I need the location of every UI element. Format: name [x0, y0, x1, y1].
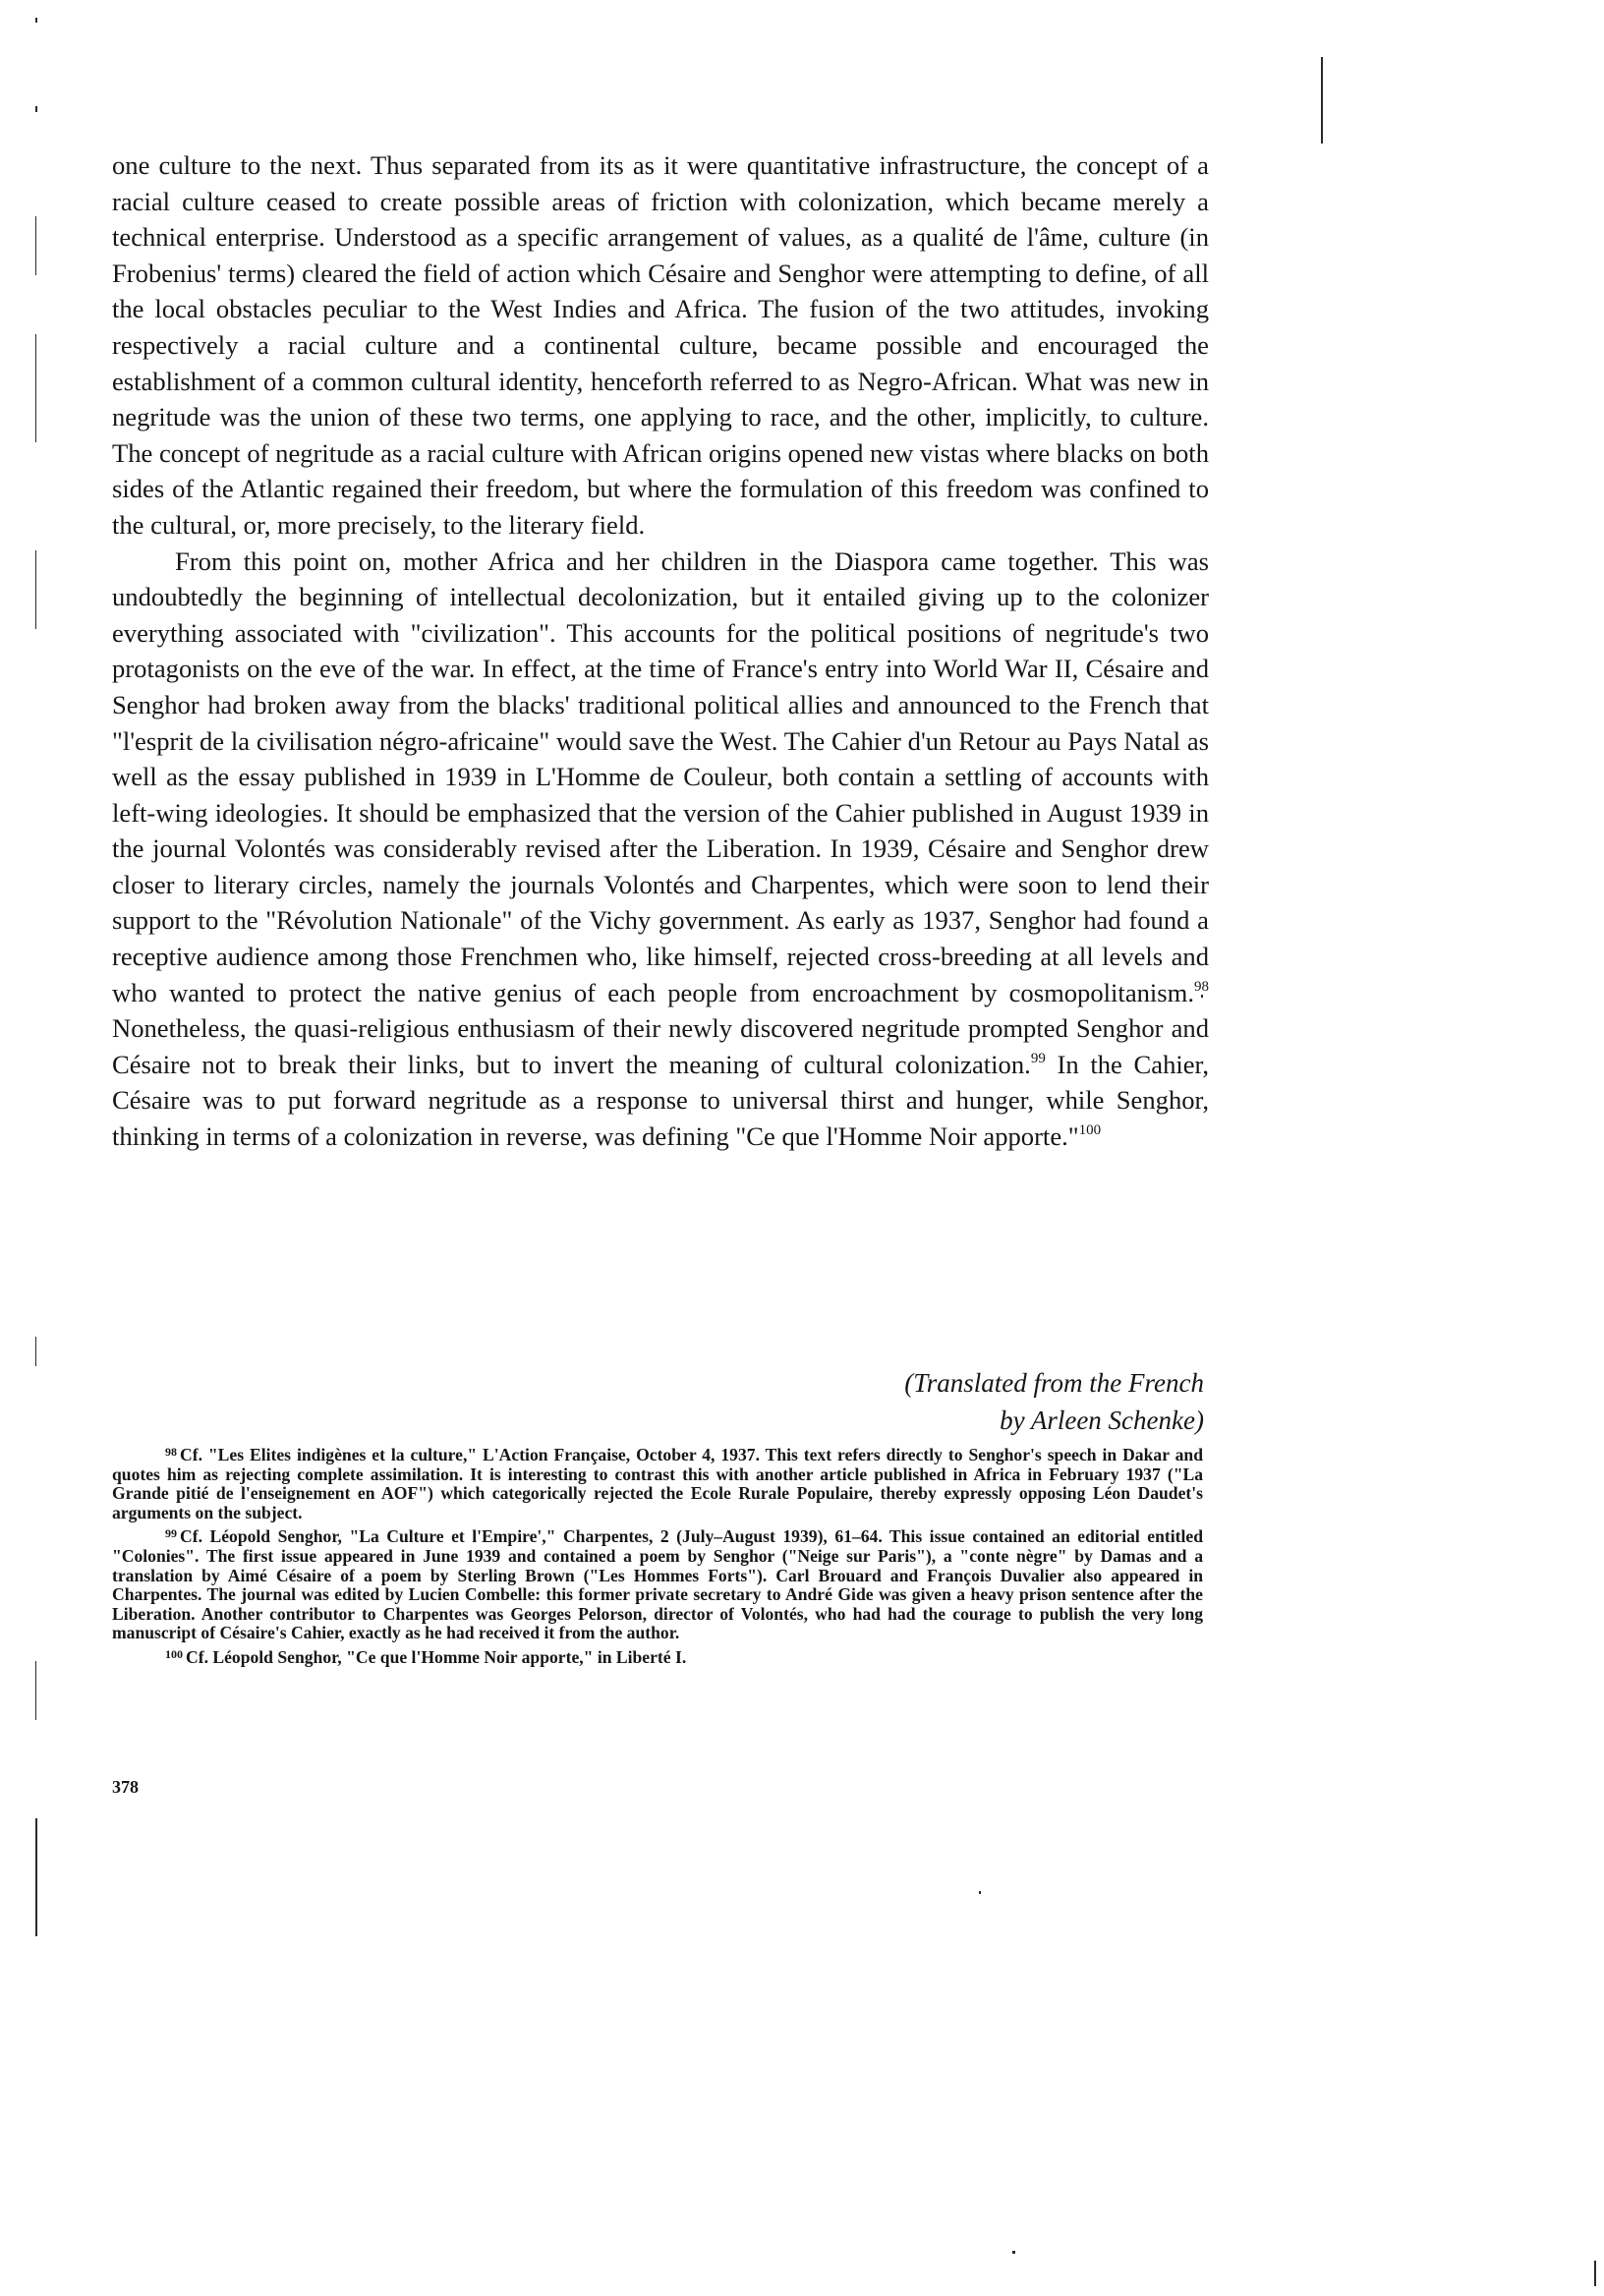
- scan-line-top-right: [1321, 57, 1323, 144]
- scan-line-left-1: [35, 216, 36, 275]
- scan-line-left-2: [35, 334, 36, 442]
- scan-dot-bottom-2: [1012, 2251, 1015, 2254]
- translation-credit-line-1: (Translated from the French: [904, 1368, 1204, 1398]
- translation-credit: [904, 1364, 1204, 1439]
- footnote-text: Cf. Léopold Senghor, "La Culture et l'Empire'," Charpentes, 2 (July–August 1939), 61–64. This issue contained an editorial entitled "Colonies". The first issue appeared in June 1939 and contained a poem by Senghor ("Neige sur Paris"), a "conte nègre" by Damas and a translation by Aimé Césaire of a poem by Sterling Brown ("Les Hommes Forts"). Carl Brouard and François Duvalier also appeared in Charpentes. The journal was edited by Lucien Combelle: this former private secretary to André Gide was given a heavy prison sentence after the Liberation. Another contributor to Charpentes was Georges Pelorson, director of Volontés, who had had the courage to publish the very long manuscript of Césaire's Cahier, exactly as he had received it from the author.: [112, 1526, 1203, 1643]
- footnotes: [112, 1443, 1203, 1670]
- body-paragraph-1: one culture to the next. Thus separated from its as it were quantitative infrastructure, the concept of a racial culture ceased to create possible areas of friction with colonization, which became merely a technical enterprise. Understood as a specific arrangement of values, as a qualité de l'âme, culture (in Frobenius' terms) cleared the field of action which Césaire and Senghor were attempting to define, of all the local obstacles peculiar to the West Indies and Africa. The fusion of the two attitudes, invoking respectively a racial culture and a continental culture, became possible and encouraged the establishment of a common cultural identity, henceforth referred to as Negro-African. What was new in negritude was the union of these two terms, one applying to race, and the other, implicitly, to culture. The concept of negritude as a racial culture with African origins opened new vistas where blacks on both sides of the Atlantic regained their freedom, but where the formulation of this freedom was confined to the cultural, or, more precisely, to the literary field.: [112, 150, 1209, 540]
- body-paragraph-2-part-c: In the Cahier, Césaire was to put forward negritude as a response to universal thirst and hunger, while Senghor, thinking in terms of a colonization in reverse, was defining "Ce que l'Homme Noir apporte.": [112, 1049, 1210, 1152]
- footnote-number: 98: [165, 1445, 177, 1459]
- page-number: 378: [112, 1777, 139, 1797]
- scan-line-bottom-right: [1594, 2261, 1596, 2286]
- body-paragraph-2: [112, 544, 1209, 1155]
- footnote-number: 99: [165, 1526, 177, 1541]
- footnote-text: Cf. "Les Elites indigènes et la culture," L'Action Française, October 4, 1937. This text refers directly to Senghor's speech in Dakar and quotes him as rejecting complete assimilation. It is interesting to contrast this with another article published in Africa in February 1937 ("La Grande pitié de l'enseignement en AOF") which categorically rejected the Ecole Rurale Populaire, thereby expressly opposing Léon Daudet's arguments on the subject.: [112, 1445, 1203, 1522]
- scan-mark-left-2: [35, 106, 37, 112]
- scan-line-left-6: [35, 1818, 37, 1936]
- footnote-reference-100: 100: [1078, 1122, 1102, 1139]
- scan-line-left-3: [35, 550, 36, 629]
- body-text: [112, 147, 1209, 1155]
- footnote-100: [112, 1645, 1203, 1668]
- scan-mark-left-1: [35, 18, 37, 23]
- translation-credit-line-2: by Arleen Schenke): [1000, 1406, 1204, 1435]
- footnote-98: [112, 1443, 1203, 1522]
- footnote-reference-98: 98: [1194, 978, 1209, 995]
- footnote-99: [112, 1524, 1203, 1643]
- footnote-number: 100: [165, 1646, 183, 1661]
- footnote-reference-99: 99: [1030, 1050, 1046, 1066]
- body-paragraph-2-part-a: From this point on, mother Africa and her children in the Diaspora came together. This was undoubtedly the beginning of intellectual decolonization, but it entailed giving up to the colonizer everything associated with "civilization". This accounts for the political positions of negritude's two protagonists on the eve of the war. In effect, at the time of France's entry into World War II, Césaire and Senghor had broken away from the blacks' traditional political allies and announced to the French that "l'esprit de la civilisation négro-africaine" would save the West. The Cahier d'un Retour au Pays Natal as well as the essay published in 1939 in L'Homme de Couleur, both contain a settling of accounts with left-wing ideologies. It should be emphasized that the version of the Cahier published in August 1939 in the journal Volontés was considerably revised after the Liberation. In 1939, Césaire and Senghor drew closer to literary circles, namely the journals Volontés and Charpentes, which were soon to lend their support to the "Révolution Nationale" of the Vichy government. As early as 1937, Senghor had found a receptive audience among those Frenchmen who, like himself, rejected cross-breeding at all levels and who wanted to protect the native genius of each people from encroachment by cosmopolitanism.: [112, 545, 1209, 1007]
- scan-dot-bottom-1: [979, 1891, 981, 1894]
- scan-line-left-4: [35, 1337, 36, 1366]
- body-paragraph-2-part-b: Nonetheless, the quasi-religious enthusiasm of their newly discovered negritude prompted Senghor and Césaire not to break their links, but to invert the meaning of cultural colonization.: [112, 1013, 1209, 1079]
- footnote-text: Cf. Léopold Senghor, "Ce que l'Homme Noir apporte," in Liberté I.: [186, 1646, 687, 1667]
- scan-line-left-5: [35, 1661, 36, 1720]
